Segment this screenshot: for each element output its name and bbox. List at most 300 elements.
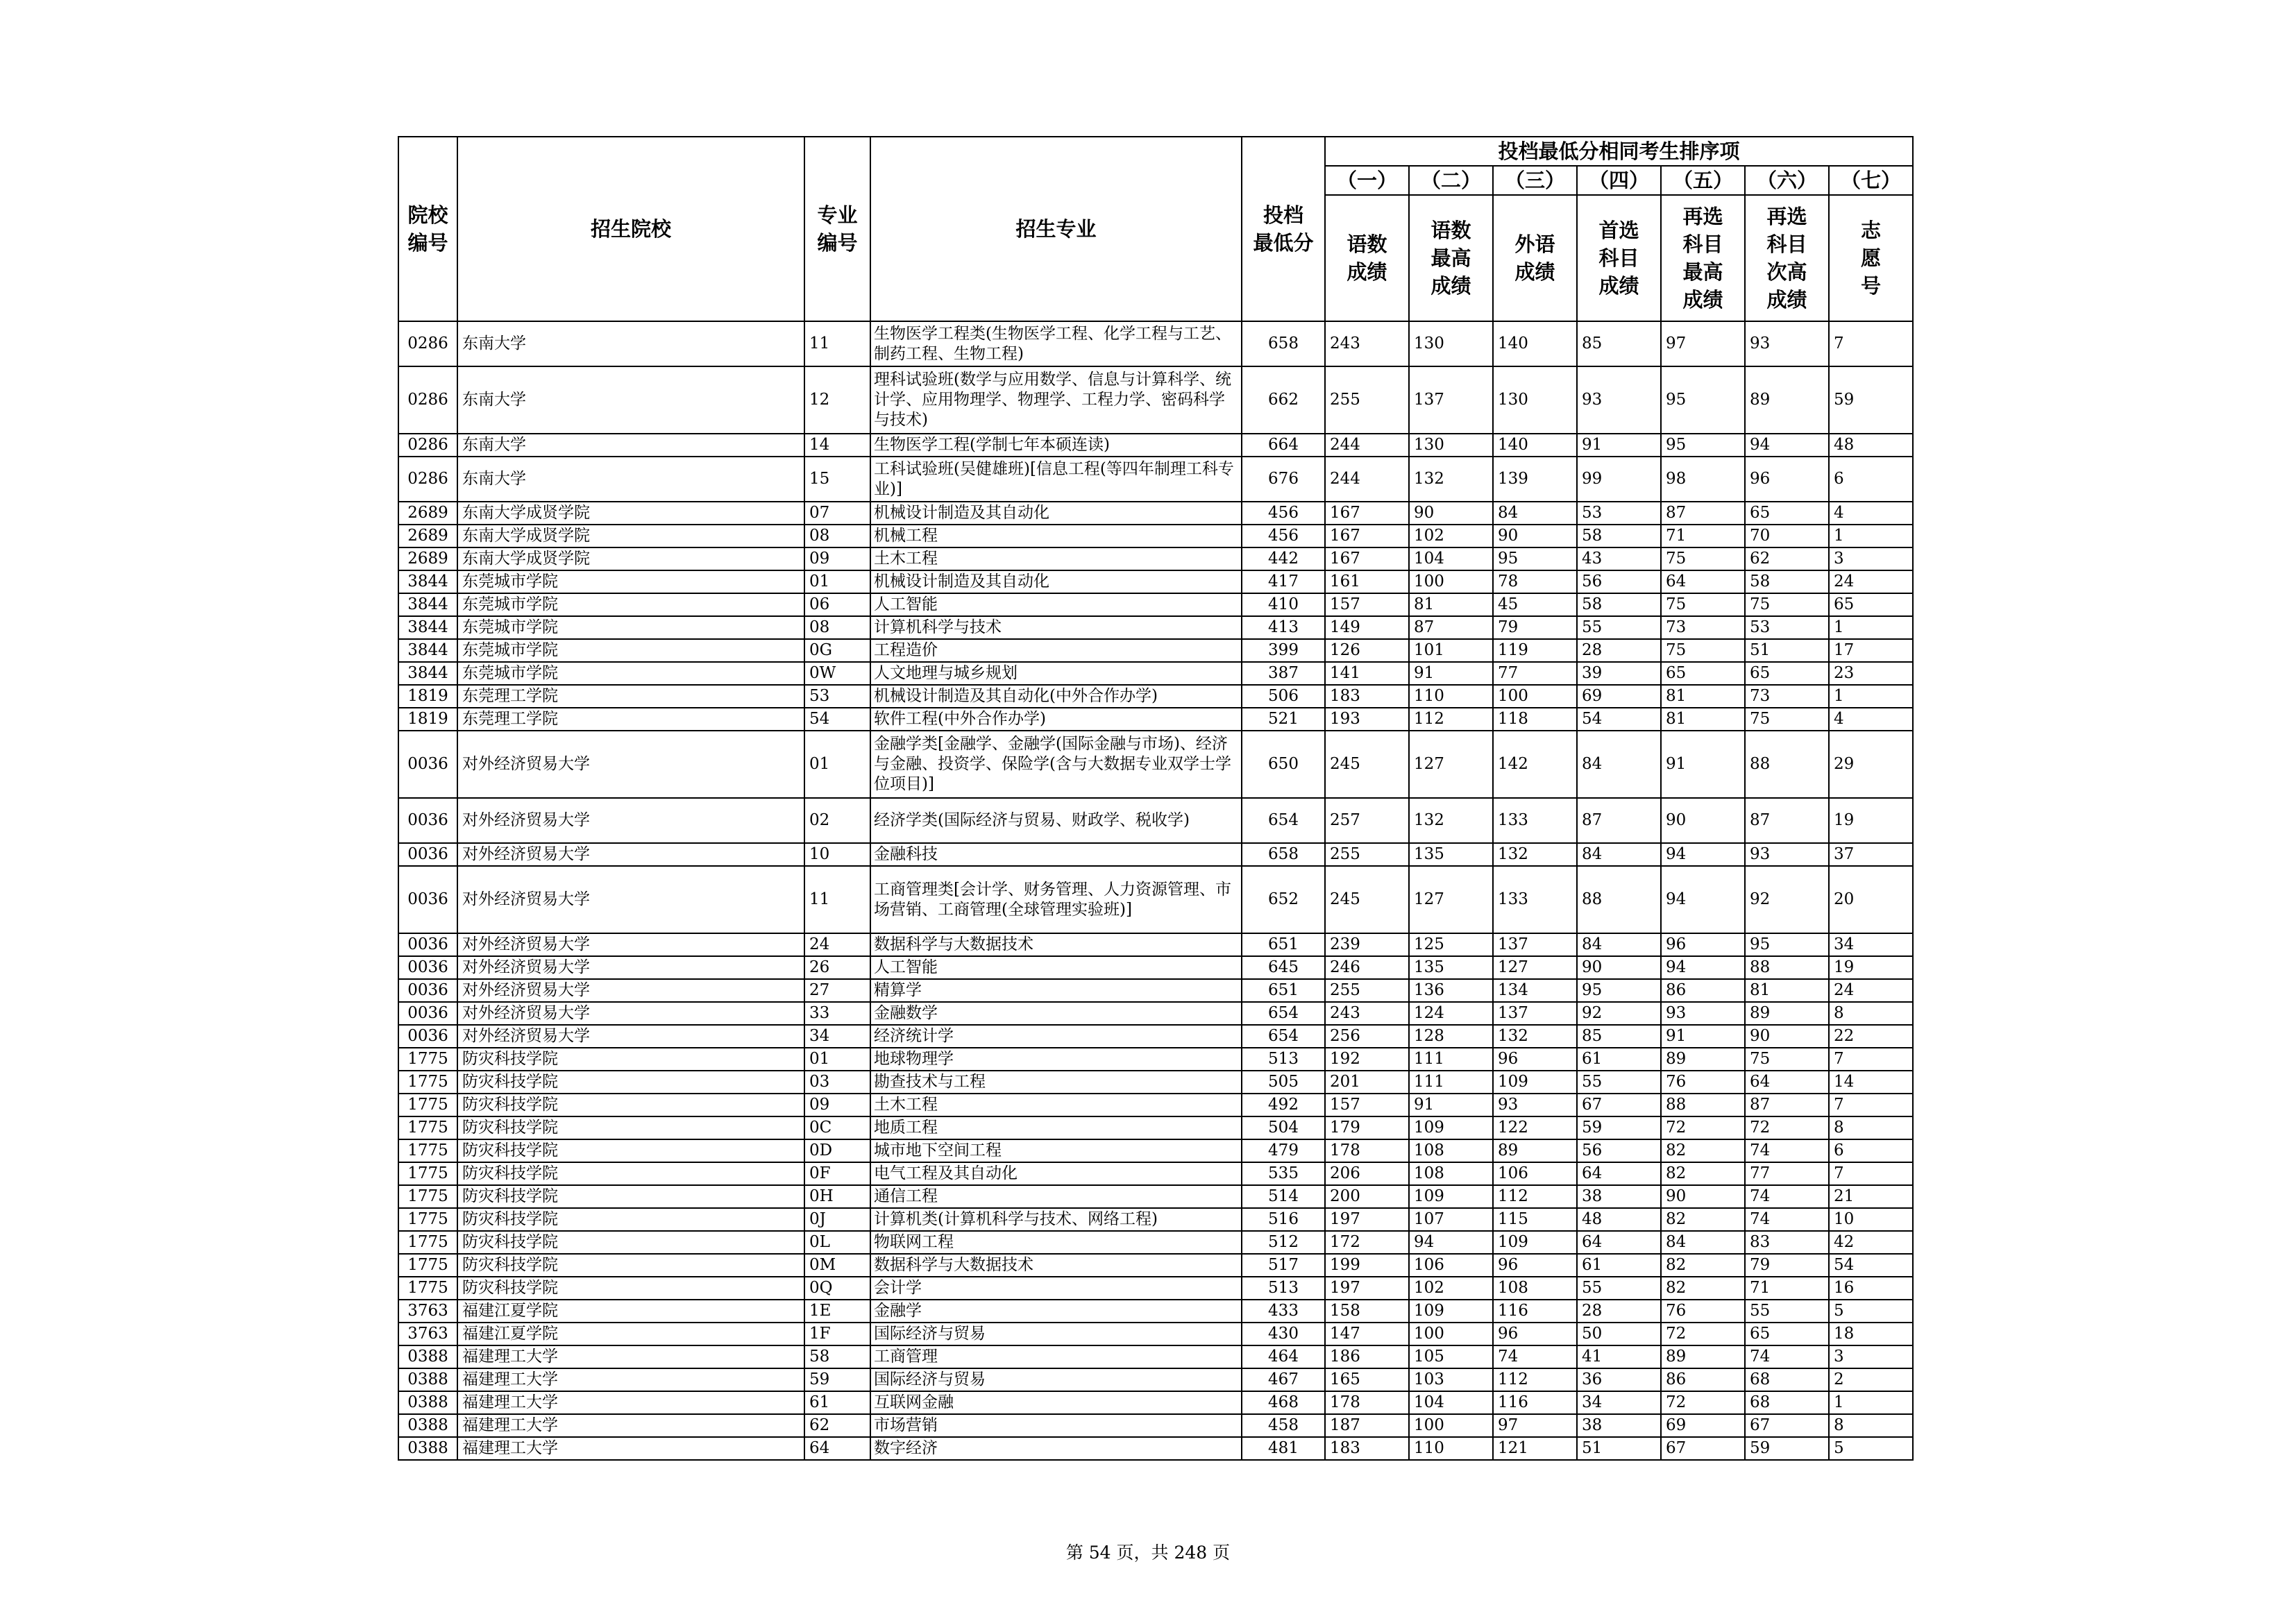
cell-seq6-score: 75 xyxy=(1745,1048,1829,1071)
cell-school-code: 1775 xyxy=(398,1048,457,1071)
table-row xyxy=(398,1116,1913,1139)
cell-major-code: 33 xyxy=(804,1002,870,1025)
cell-seq5-score: 89 xyxy=(1661,1345,1745,1368)
cell-major-name: 软件工程(中外合作办学) xyxy=(870,708,1242,731)
cell-seq2-score: 107 xyxy=(1409,1208,1493,1231)
cell-school-code: 0388 xyxy=(398,1368,457,1391)
cell-volunteer-no: 34 xyxy=(1829,933,1913,956)
cell-school-code: 0036 xyxy=(398,956,457,979)
table-body xyxy=(398,321,1913,1460)
cell-min-score: 658 xyxy=(1242,843,1325,866)
cell-seq2-score: 130 xyxy=(1409,434,1493,457)
cell-seq6-score: 67 xyxy=(1745,1414,1829,1437)
cell-school-name: 东南大学成贤学院 xyxy=(457,547,804,570)
cell-school-name: 防灾科技学院 xyxy=(457,1139,804,1162)
cell-min-score: 651 xyxy=(1242,933,1325,956)
cell-school-code: 2689 xyxy=(398,547,457,570)
cell-school-code: 3844 xyxy=(398,616,457,639)
cell-seq2-score: 109 xyxy=(1409,1116,1493,1139)
cell-volunteer-no: 6 xyxy=(1829,1139,1913,1162)
cell-major-code: 11 xyxy=(804,866,870,933)
cell-volunteer-no: 17 xyxy=(1829,639,1913,662)
cell-seq4-score: 48 xyxy=(1577,1208,1661,1231)
cell-major-code: 0F xyxy=(804,1162,870,1185)
cell-major-name: 精算学 xyxy=(870,979,1242,1002)
cell-major-name: 金融学类[金融学、金融学(国际金融与市场)、经济与金融、投资学、保险学(含与大数据专业双学士学位项目)] xyxy=(870,731,1242,798)
cell-volunteer-no: 6 xyxy=(1829,457,1913,502)
cell-school-name: 东南大学 xyxy=(457,434,804,457)
cell-volunteer-no: 7 xyxy=(1829,1048,1913,1071)
cell-school-code: 1775 xyxy=(398,1277,457,1300)
cell-major-code: 0M xyxy=(804,1254,870,1277)
cell-seq1-score: 187 xyxy=(1325,1414,1409,1437)
cell-seq2-score: 127 xyxy=(1409,866,1493,933)
cell-volunteer-no: 3 xyxy=(1829,547,1913,570)
cell-seq1-score: 158 xyxy=(1325,1300,1409,1323)
cell-min-score: 651 xyxy=(1242,979,1325,1002)
cell-seq4-score: 38 xyxy=(1577,1414,1661,1437)
cell-school-code: 0036 xyxy=(398,979,457,1002)
cell-school-code: 3844 xyxy=(398,662,457,685)
cell-school-code: 0036 xyxy=(398,866,457,933)
table-row xyxy=(398,662,1913,685)
cell-seq3-score: 84 xyxy=(1493,502,1577,525)
cell-major-code: 01 xyxy=(804,1048,870,1071)
cell-school-name: 福建理工大学 xyxy=(457,1391,804,1414)
table-row xyxy=(398,502,1913,525)
cell-seq2-score: 109 xyxy=(1409,1185,1493,1208)
header-seq-1: （一） xyxy=(1325,166,1409,195)
cell-seq4-score: 56 xyxy=(1577,1139,1661,1162)
header-min-score: 投档 最低分 xyxy=(1242,137,1325,321)
cell-seq2-score: 100 xyxy=(1409,570,1493,593)
cell-major-code: 34 xyxy=(804,1025,870,1048)
cell-seq1-score: 255 xyxy=(1325,366,1409,434)
header-seq-6: （六） xyxy=(1745,166,1829,195)
cell-seq2-score: 111 xyxy=(1409,1071,1493,1094)
cell-major-code: 64 xyxy=(804,1437,870,1460)
cell-school-code: 1775 xyxy=(398,1254,457,1277)
cell-seq6-score: 79 xyxy=(1745,1254,1829,1277)
cell-major-code: 62 xyxy=(804,1414,870,1437)
cell-min-score: 516 xyxy=(1242,1208,1325,1231)
cell-seq2-score: 101 xyxy=(1409,639,1493,662)
cell-school-code: 1775 xyxy=(398,1116,457,1139)
cell-school-name: 福建理工大学 xyxy=(457,1437,804,1460)
cell-min-score: 650 xyxy=(1242,731,1325,798)
cell-min-score: 504 xyxy=(1242,1116,1325,1139)
cell-seq4-score: 55 xyxy=(1577,1277,1661,1300)
cell-seq5-score: 95 xyxy=(1661,366,1745,434)
cell-seq1-score: 255 xyxy=(1325,843,1409,866)
cell-school-code: 2689 xyxy=(398,502,457,525)
cell-seq3-score: 112 xyxy=(1493,1368,1577,1391)
table-row xyxy=(398,366,1913,434)
cell-major-code: 0H xyxy=(804,1185,870,1208)
cell-seq2-score: 128 xyxy=(1409,1025,1493,1048)
cell-seq4-score: 90 xyxy=(1577,956,1661,979)
cell-seq1-score: 157 xyxy=(1325,1094,1409,1116)
cell-school-code: 0036 xyxy=(398,731,457,798)
cell-school-code: 0036 xyxy=(398,1025,457,1048)
cell-seq1-score: 243 xyxy=(1325,321,1409,366)
cell-seq5-score: 72 xyxy=(1661,1391,1745,1414)
cell-seq5-score: 64 xyxy=(1661,570,1745,593)
cell-seq1-score: 192 xyxy=(1325,1048,1409,1071)
cell-major-name: 计算机科学与技术 xyxy=(870,616,1242,639)
cell-seq6-score: 68 xyxy=(1745,1391,1829,1414)
cell-volunteer-no: 1 xyxy=(1829,616,1913,639)
cell-school-code: 1819 xyxy=(398,685,457,708)
cell-school-code: 0036 xyxy=(398,798,457,843)
table-row xyxy=(398,1071,1913,1094)
header-seq-7: （七） xyxy=(1829,166,1913,195)
cell-min-score: 676 xyxy=(1242,457,1325,502)
cell-school-name: 东南大学 xyxy=(457,457,804,502)
header-item-3: 外语 成绩 xyxy=(1493,195,1577,321)
cell-seq3-score: 93 xyxy=(1493,1094,1577,1116)
cell-seq1-score: 197 xyxy=(1325,1208,1409,1231)
cell-seq6-score: 75 xyxy=(1745,708,1829,731)
cell-major-code: 08 xyxy=(804,525,870,547)
cell-seq1-score: 167 xyxy=(1325,525,1409,547)
cell-seq1-score: 186 xyxy=(1325,1345,1409,1368)
cell-seq1-score: 255 xyxy=(1325,979,1409,1002)
cell-major-name: 地质工程 xyxy=(870,1116,1242,1139)
cell-seq4-score: 61 xyxy=(1577,1254,1661,1277)
cell-major-code: 09 xyxy=(804,547,870,570)
table-row xyxy=(398,593,1913,616)
table-row xyxy=(398,933,1913,956)
cell-seq6-score: 93 xyxy=(1745,321,1829,366)
cell-seq5-score: 91 xyxy=(1661,731,1745,798)
cell-seq3-score: 139 xyxy=(1493,457,1577,502)
cell-school-name: 防灾科技学院 xyxy=(457,1277,804,1300)
cell-seq5-score: 82 xyxy=(1661,1139,1745,1162)
cell-major-name: 电气工程及其自动化 xyxy=(870,1162,1242,1185)
cell-major-name: 计算机类(计算机科学与技术、网络工程) xyxy=(870,1208,1242,1231)
cell-school-name: 东南大学成贤学院 xyxy=(457,525,804,547)
cell-seq6-score: 53 xyxy=(1745,616,1829,639)
cell-seq5-score: 71 xyxy=(1661,525,1745,547)
cell-major-name: 数字经济 xyxy=(870,1437,1242,1460)
cell-seq6-score: 65 xyxy=(1745,502,1829,525)
cell-major-code: 0G xyxy=(804,639,870,662)
cell-min-score: 468 xyxy=(1242,1391,1325,1414)
cell-seq3-score: 132 xyxy=(1493,1025,1577,1048)
cell-seq2-score: 108 xyxy=(1409,1139,1493,1162)
cell-seq4-score: 64 xyxy=(1577,1231,1661,1254)
cell-major-code: 26 xyxy=(804,956,870,979)
cell-seq6-score: 71 xyxy=(1745,1277,1829,1300)
cell-major-name: 地球物理学 xyxy=(870,1048,1242,1071)
cell-seq6-score: 75 xyxy=(1745,593,1829,616)
cell-major-code: 1E xyxy=(804,1300,870,1323)
cell-major-code: 59 xyxy=(804,1368,870,1391)
header-item-7: 志 愿 号 xyxy=(1829,195,1913,321)
cell-school-code: 1775 xyxy=(398,1208,457,1231)
cell-seq4-score: 93 xyxy=(1577,366,1661,434)
cell-seq3-score: 133 xyxy=(1493,798,1577,843)
cell-seq3-score: 45 xyxy=(1493,593,1577,616)
table-row xyxy=(398,1277,1913,1300)
cell-seq4-score: 85 xyxy=(1577,1025,1661,1048)
cell-seq5-score: 72 xyxy=(1661,1116,1745,1139)
cell-seq2-score: 110 xyxy=(1409,1437,1493,1460)
cell-seq1-score: 149 xyxy=(1325,616,1409,639)
cell-school-name: 对外经济贸易大学 xyxy=(457,866,804,933)
cell-school-name: 东莞城市学院 xyxy=(457,593,804,616)
cell-min-score: 658 xyxy=(1242,321,1325,366)
cell-volunteer-no: 1 xyxy=(1829,525,1913,547)
cell-seq1-score: 167 xyxy=(1325,547,1409,570)
cell-seq6-score: 89 xyxy=(1745,1002,1829,1025)
cell-min-score: 456 xyxy=(1242,502,1325,525)
cell-major-code: 0J xyxy=(804,1208,870,1231)
cell-seq4-score: 28 xyxy=(1577,1300,1661,1323)
cell-seq6-score: 94 xyxy=(1745,434,1829,457)
cell-seq6-score: 65 xyxy=(1745,662,1829,685)
cell-seq5-score: 75 xyxy=(1661,547,1745,570)
cell-min-score: 481 xyxy=(1242,1437,1325,1460)
cell-min-score: 654 xyxy=(1242,798,1325,843)
table-row xyxy=(398,843,1913,866)
cell-min-score: 514 xyxy=(1242,1185,1325,1208)
cell-seq2-score: 136 xyxy=(1409,979,1493,1002)
cell-seq5-score: 88 xyxy=(1661,1094,1745,1116)
table-row xyxy=(398,685,1913,708)
cell-major-code: 14 xyxy=(804,434,870,457)
cell-seq3-score: 109 xyxy=(1493,1231,1577,1254)
cell-seq2-score: 130 xyxy=(1409,321,1493,366)
cell-seq1-score: 172 xyxy=(1325,1231,1409,1254)
cell-min-score: 654 xyxy=(1242,1002,1325,1025)
cell-seq6-score: 74 xyxy=(1745,1139,1829,1162)
cell-seq4-score: 50 xyxy=(1577,1323,1661,1345)
cell-volunteer-no: 10 xyxy=(1829,1208,1913,1231)
cell-major-name: 人工智能 xyxy=(870,593,1242,616)
cell-seq2-score: 135 xyxy=(1409,956,1493,979)
cell-min-score: 521 xyxy=(1242,708,1325,731)
cell-seq6-score: 89 xyxy=(1745,366,1829,434)
cell-seq2-score: 105 xyxy=(1409,1345,1493,1368)
cell-seq1-score: 183 xyxy=(1325,685,1409,708)
cell-seq4-score: 36 xyxy=(1577,1368,1661,1391)
table-row xyxy=(398,1300,1913,1323)
table-row xyxy=(398,1208,1913,1231)
cell-seq1-score: 178 xyxy=(1325,1139,1409,1162)
cell-seq3-score: 140 xyxy=(1493,434,1577,457)
cell-seq6-score: 88 xyxy=(1745,731,1829,798)
cell-volunteer-no: 8 xyxy=(1829,1002,1913,1025)
cell-seq1-score: 201 xyxy=(1325,1071,1409,1094)
cell-seq2-score: 137 xyxy=(1409,366,1493,434)
cell-seq3-score: 116 xyxy=(1493,1300,1577,1323)
cell-min-score: 513 xyxy=(1242,1277,1325,1300)
cell-seq6-score: 68 xyxy=(1745,1368,1829,1391)
cell-seq6-score: 72 xyxy=(1745,1116,1829,1139)
header-major-name: 招生专业 xyxy=(870,137,1242,321)
cell-seq5-score: 82 xyxy=(1661,1208,1745,1231)
cell-major-name: 金融数学 xyxy=(870,1002,1242,1025)
table-row xyxy=(398,434,1913,457)
cell-school-code: 0036 xyxy=(398,933,457,956)
table-row xyxy=(398,731,1913,798)
cell-major-name: 国际经济与贸易 xyxy=(870,1323,1242,1345)
cell-volunteer-no: 2 xyxy=(1829,1368,1913,1391)
cell-seq5-score: 84 xyxy=(1661,1231,1745,1254)
cell-school-name: 东莞城市学院 xyxy=(457,570,804,593)
cell-seq3-score: 108 xyxy=(1493,1277,1577,1300)
cell-seq5-score: 91 xyxy=(1661,1025,1745,1048)
cell-seq4-score: 88 xyxy=(1577,866,1661,933)
cell-volunteer-no: 5 xyxy=(1829,1300,1913,1323)
cell-seq2-score: 81 xyxy=(1409,593,1493,616)
cell-volunteer-no: 21 xyxy=(1829,1185,1913,1208)
cell-major-code: 09 xyxy=(804,1094,870,1116)
cell-seq5-score: 86 xyxy=(1661,1368,1745,1391)
cell-seq5-score: 72 xyxy=(1661,1323,1745,1345)
cell-min-score: 399 xyxy=(1242,639,1325,662)
cell-volunteer-no: 7 xyxy=(1829,1162,1913,1185)
table-row xyxy=(398,1162,1913,1185)
cell-seq2-score: 127 xyxy=(1409,731,1493,798)
cell-school-code: 3763 xyxy=(398,1323,457,1345)
cell-major-code: 0D xyxy=(804,1139,870,1162)
cell-seq3-score: 79 xyxy=(1493,616,1577,639)
cell-seq4-score: 39 xyxy=(1577,662,1661,685)
cell-seq1-score: 126 xyxy=(1325,639,1409,662)
cell-seq6-score: 70 xyxy=(1745,525,1829,547)
cell-school-name: 福建理工大学 xyxy=(457,1368,804,1391)
cell-seq2-score: 109 xyxy=(1409,1300,1493,1323)
cell-major-code: 27 xyxy=(804,979,870,1002)
cell-seq2-score: 94 xyxy=(1409,1231,1493,1254)
cell-school-code: 3844 xyxy=(398,639,457,662)
table-header xyxy=(398,137,1913,321)
table-row xyxy=(398,866,1913,933)
cell-seq2-score: 102 xyxy=(1409,525,1493,547)
cell-seq1-score: 179 xyxy=(1325,1116,1409,1139)
cell-school-name: 福建江夏学院 xyxy=(457,1300,804,1323)
cell-seq6-score: 74 xyxy=(1745,1208,1829,1231)
cell-major-name: 数据科学与大数据技术 xyxy=(870,933,1242,956)
cell-seq5-score: 65 xyxy=(1661,662,1745,685)
cell-seq4-score: 67 xyxy=(1577,1094,1661,1116)
cell-volunteer-no: 1 xyxy=(1829,1391,1913,1414)
cell-seq1-score: 199 xyxy=(1325,1254,1409,1277)
cell-seq4-score: 87 xyxy=(1577,798,1661,843)
cell-seq4-score: 53 xyxy=(1577,502,1661,525)
cell-seq5-score: 96 xyxy=(1661,933,1745,956)
cell-volunteer-no: 19 xyxy=(1829,956,1913,979)
cell-seq4-score: 28 xyxy=(1577,639,1661,662)
cell-min-score: 410 xyxy=(1242,593,1325,616)
cell-seq5-score: 98 xyxy=(1661,457,1745,502)
cell-seq5-score: 95 xyxy=(1661,434,1745,457)
cell-seq3-score: 90 xyxy=(1493,525,1577,547)
cell-seq2-score: 106 xyxy=(1409,1254,1493,1277)
cell-seq5-score: 87 xyxy=(1661,502,1745,525)
cell-seq5-score: 81 xyxy=(1661,708,1745,731)
cell-major-name: 市场营销 xyxy=(870,1414,1242,1437)
cell-seq1-score: 197 xyxy=(1325,1277,1409,1300)
admission-table-container xyxy=(398,136,1912,1461)
cell-min-score: 652 xyxy=(1242,866,1325,933)
cell-volunteer-no: 65 xyxy=(1829,593,1913,616)
cell-major-code: 0L xyxy=(804,1231,870,1254)
cell-major-code: 0Q xyxy=(804,1277,870,1300)
cell-major-code: 01 xyxy=(804,570,870,593)
cell-major-code: 61 xyxy=(804,1391,870,1414)
cell-seq3-score: 127 xyxy=(1493,956,1577,979)
cell-seq4-score: 38 xyxy=(1577,1185,1661,1208)
cell-seq4-score: 58 xyxy=(1577,593,1661,616)
cell-school-name: 防灾科技学院 xyxy=(457,1094,804,1116)
cell-seq1-score: 165 xyxy=(1325,1368,1409,1391)
cell-school-name: 东南大学 xyxy=(457,321,804,366)
cell-major-name: 机械设计制造及其自动化(中外合作办学) xyxy=(870,685,1242,708)
cell-seq5-score: 94 xyxy=(1661,866,1745,933)
cell-volunteer-no: 54 xyxy=(1829,1254,1913,1277)
cell-seq4-score: 99 xyxy=(1577,457,1661,502)
cell-seq3-score: 100 xyxy=(1493,685,1577,708)
cell-seq1-score: 246 xyxy=(1325,956,1409,979)
cell-school-name: 东莞城市学院 xyxy=(457,616,804,639)
table-row xyxy=(398,1368,1913,1391)
cell-seq6-score: 74 xyxy=(1745,1185,1829,1208)
cell-seq5-score: 82 xyxy=(1661,1162,1745,1185)
cell-volunteer-no: 16 xyxy=(1829,1277,1913,1300)
cell-major-code: 15 xyxy=(804,457,870,502)
cell-seq6-score: 95 xyxy=(1745,933,1829,956)
cell-seq4-score: 84 xyxy=(1577,843,1661,866)
cell-seq4-score: 34 xyxy=(1577,1391,1661,1414)
cell-seq4-score: 64 xyxy=(1577,1162,1661,1185)
cell-seq2-score: 100 xyxy=(1409,1323,1493,1345)
page-footer: 第 54 页，共 248 页 xyxy=(1065,1543,1231,1563)
cell-seq1-score: 206 xyxy=(1325,1162,1409,1185)
cell-major-code: 10 xyxy=(804,843,870,866)
cell-min-score: 413 xyxy=(1242,616,1325,639)
cell-major-name: 金融科技 xyxy=(870,843,1242,866)
cell-seq1-score: 256 xyxy=(1325,1025,1409,1048)
cell-school-name: 防灾科技学院 xyxy=(457,1254,804,1277)
header-seq-4: （四） xyxy=(1577,166,1661,195)
cell-school-code: 0286 xyxy=(398,434,457,457)
cell-seq6-score: 51 xyxy=(1745,639,1829,662)
header-item-1: 语数 成绩 xyxy=(1325,195,1409,321)
table-row xyxy=(398,708,1913,731)
cell-school-code: 0388 xyxy=(398,1414,457,1437)
cell-volunteer-no: 29 xyxy=(1829,731,1913,798)
cell-seq1-score: 245 xyxy=(1325,866,1409,933)
cell-seq5-score: 97 xyxy=(1661,321,1745,366)
cell-major-name: 工科试验班(吴健雄班)[信息工程(等四年制理工科专业)] xyxy=(870,457,1242,502)
cell-seq2-score: 135 xyxy=(1409,843,1493,866)
cell-school-name: 福建理工大学 xyxy=(457,1345,804,1368)
cell-min-score: 505 xyxy=(1242,1071,1325,1094)
table-row xyxy=(398,1391,1913,1414)
cell-seq3-score: 132 xyxy=(1493,843,1577,866)
table-row xyxy=(398,639,1913,662)
cell-volunteer-no: 24 xyxy=(1829,570,1913,593)
table-row xyxy=(398,616,1913,639)
cell-volunteer-no: 20 xyxy=(1829,866,1913,933)
cell-seq3-score: 137 xyxy=(1493,1002,1577,1025)
cell-major-name: 生物医学工程(学制七年本硕连读) xyxy=(870,434,1242,457)
header-item-5: 再选 科目 最高 成绩 xyxy=(1661,195,1745,321)
